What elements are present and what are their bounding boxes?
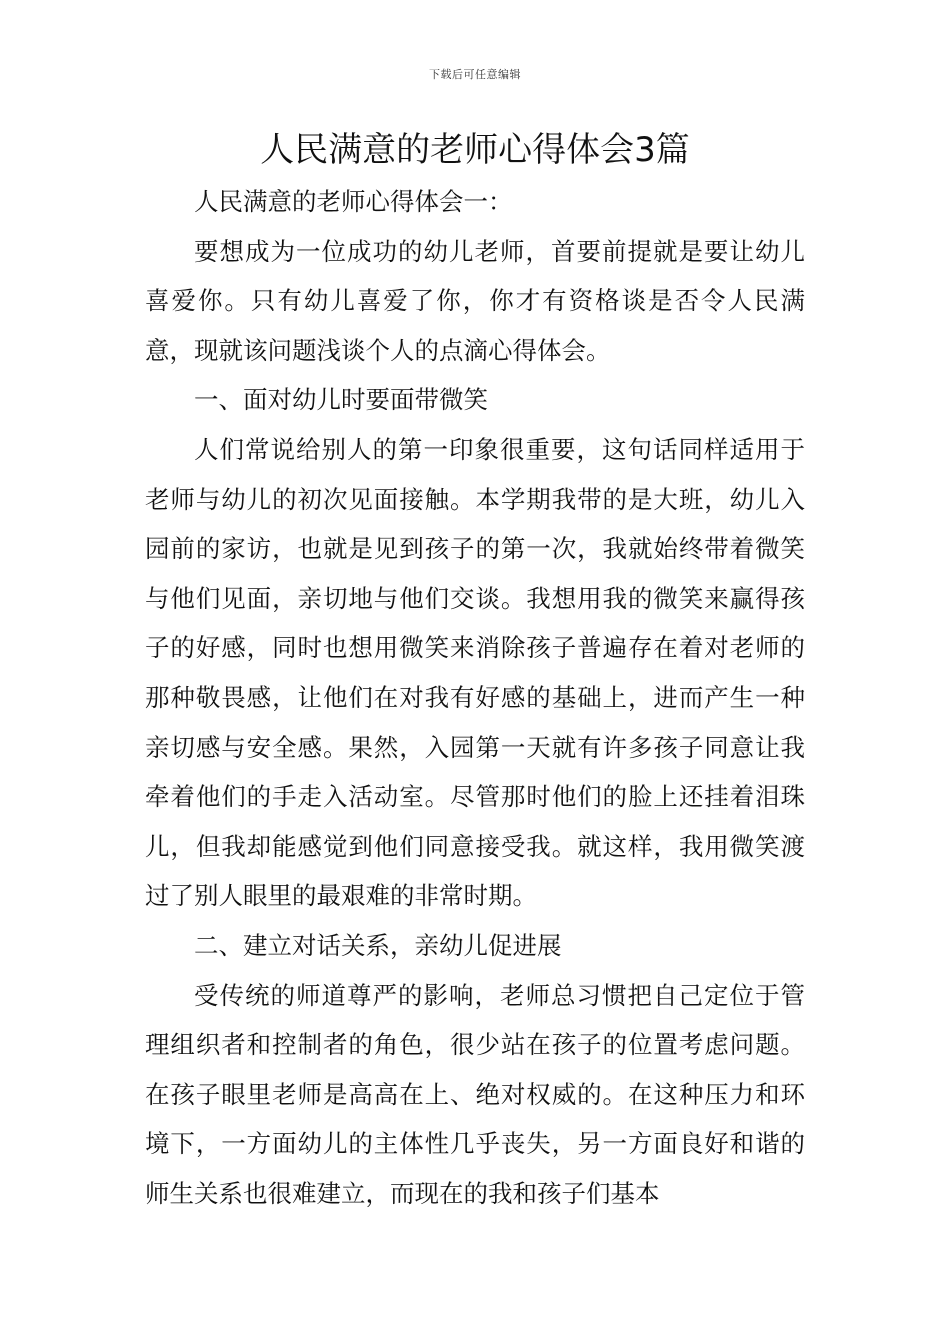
header-note: 下载后可任意编辑 [429, 68, 521, 81]
paragraph: 受传统的师道尊严的影响，老师总习惯把自己定位于管理组织者和控制者的角色，很少站在孩子的位置考虑问题。在孩子眼里老师是高高在上、绝对权威的。在这种压力和环境下，一方面幼儿的主体性几乎丧失，另一方面良好和谐的师生关系也很难建立，而现在的我和孩子们基本 [145, 980, 805, 1208]
document-body [145, 177, 805, 1218]
paragraph-section-heading: 人民满意的老师心得体会一： [194, 187, 513, 216]
paragraph-subheading: 二、建立对话关系，亲幼儿促进展 [194, 930, 562, 960]
paragraph-subheading: 一、面对幼儿时要面带微笑 [194, 385, 488, 415]
document-title: 人民满意的老师心得体会3篇 [260, 130, 690, 170]
paragraph: 人们常说给别人的第一印象很重要，这句话同样适用于老师与幼儿的初次见面接触。本学期我带的是大班，幼儿入园前的家访，也就是见到孩子的第一次，我就始终带着微笑与他们见面，亲切地与他们交谈。我想用我的微笑来赢得孩子的好感，同时也想用微笑来消除孩子普遍存在着对老师的那种敬畏感，让他们在对我有好感的基础上，进而产生一种亲切感与安全感。果然，入园第一天就有许多孩子同意让我牵着他们的手走入活动室。尽管那时他们的脸上还挂着泪珠儿，但我却能感觉到他们同意接受我。就这样，我用微笑渡过了别人眼里的最艰难的非常时期。 [145, 434, 805, 911]
paragraph: 要想成为一位成功的幼儿老师，首要前提就是要让幼儿喜爱你。只有幼儿喜爱了你，你才有资格谈是否令人民满意，现就该问题浅谈个人的点滴心得体会。 [145, 236, 805, 365]
